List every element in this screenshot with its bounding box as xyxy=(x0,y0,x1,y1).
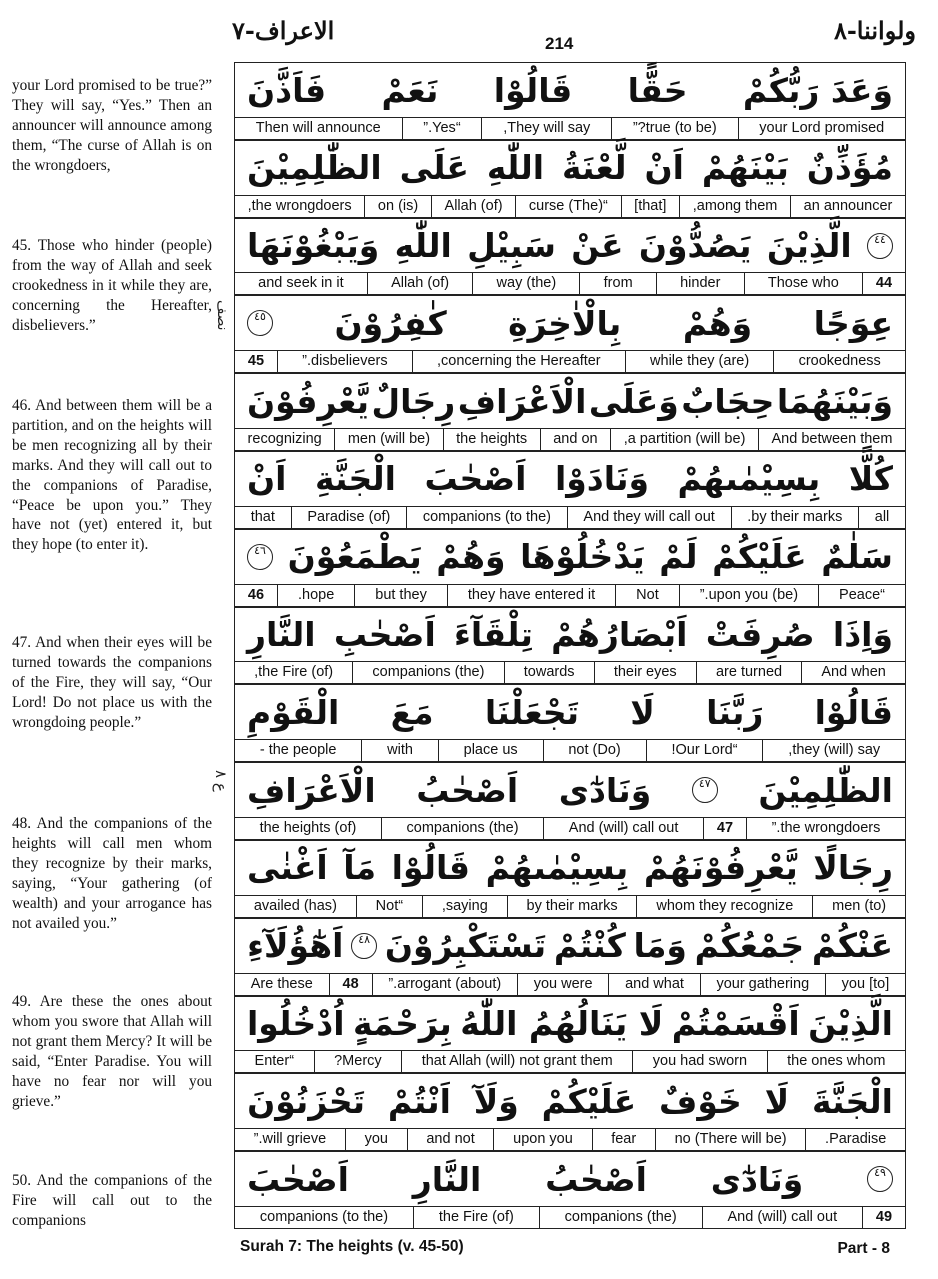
gloss-cell: the wrongdoers, xyxy=(247,197,352,214)
arabic-word: لَا xyxy=(630,692,655,732)
arabic-word: بِرَحْمَةٍ xyxy=(352,1004,452,1044)
arabic-word: وَنَادٰٓى xyxy=(558,770,652,810)
gloss-cell: (the) companions xyxy=(539,1207,702,1228)
gloss-cell: Mercy? xyxy=(314,1051,402,1072)
verse-row xyxy=(234,607,906,685)
gloss-cell: from xyxy=(579,273,655,294)
verse-row xyxy=(234,762,906,840)
arabic-word: تِلْقَآءَ xyxy=(454,615,533,655)
arabic-word: اَصْحٰبَ xyxy=(424,459,527,499)
arabic-word: اَصْحٰبَ xyxy=(247,1159,349,1199)
verse-row xyxy=(234,140,906,218)
gloss-cell: crookedness xyxy=(773,351,905,372)
gloss-cell: with xyxy=(361,740,438,761)
arabic-word: حَقًّا xyxy=(627,70,688,110)
gloss-cell: (has) availed xyxy=(253,897,337,914)
arabic-line xyxy=(235,841,905,895)
gloss-cell: (be) upon you.” xyxy=(679,585,818,606)
verse-number-mark: ٤٦ xyxy=(247,544,273,570)
arabic-word: وَيَبْغُوْنَهَا xyxy=(247,226,380,266)
arabic-line xyxy=(235,296,905,350)
arabic-word: كُلًّا xyxy=(848,459,893,499)
arabic-word: صُرِفَتْ xyxy=(705,615,815,655)
side-paragraph: 45. Those who hinder (people) from the way of Allah and seek crookedness in it while they are, concerning the Hereafter, disbelievers.” xyxy=(12,237,212,334)
arabic-word: يَّعْرِفُوْنَهُمْ xyxy=(643,848,798,888)
gloss-cell: are turned xyxy=(696,662,801,683)
arabic-word: يَّعْرِفُوْنَ xyxy=(247,381,370,421)
arabic-word: الْقَوْمِ xyxy=(247,692,340,732)
arabic-word: عَلَيْكُمْ xyxy=(541,1081,637,1121)
gloss-cell: And (will) call out xyxy=(702,1207,862,1228)
verse-row xyxy=(234,62,906,140)
arabic-word: اَصْحٰبِ xyxy=(333,615,436,655)
gloss-cell: (of) the heights xyxy=(259,819,357,836)
arabic-word: جَمْعُكُمْ xyxy=(694,926,805,966)
gloss-cell: (the) companions xyxy=(381,818,543,839)
english-gloss-line xyxy=(235,661,905,683)
verse-row xyxy=(234,451,906,529)
gloss-cell: (is) on xyxy=(364,196,431,217)
gloss-cell: Then will announce xyxy=(255,119,381,136)
gloss-cell: (to the) companions xyxy=(406,507,567,528)
verse-row xyxy=(234,1151,906,1229)
english-gloss-line xyxy=(235,272,905,294)
arabic-word: اَقْسَمْتُمْ xyxy=(671,1004,800,1044)
gloss-cell: among them, xyxy=(679,196,790,217)
gloss-cell: that xyxy=(250,508,275,525)
gloss-cell: (the) companions xyxy=(352,662,503,683)
gloss-cell: will grieve.” xyxy=(253,1131,327,1148)
gloss-cell: the ones whom xyxy=(767,1051,905,1072)
side-paragraph: 48. And the companions of the heights will call men whom they recognize by their marks, saying, “Your gathering (of wealth) and your arrogance has not availed you.” xyxy=(12,815,212,932)
verse-number-mark: ٤٩ xyxy=(867,1166,893,1192)
gloss-verse-number: 48 xyxy=(329,974,372,995)
arabic-word: مَعَ xyxy=(390,692,434,732)
arabic-word: وَعَلَى xyxy=(588,381,679,421)
arabic-word: وَاِذَا xyxy=(832,615,893,655)
arabic-word: وَهُمْ xyxy=(682,303,753,343)
english-gloss-line xyxy=(235,817,905,839)
arabic-line xyxy=(235,141,905,195)
gloss-cell: (There will be) no xyxy=(655,1129,805,1150)
gloss-cell: by their marks xyxy=(507,896,637,917)
arabic-word: وَنَادَوْا xyxy=(554,459,650,499)
verse-number-mark: ٤٥ xyxy=(247,310,273,336)
gloss-cell: And they will call out xyxy=(567,507,731,528)
gloss-cell: an announcer xyxy=(790,196,905,217)
side-paragraph: your Lord promised to be true?” They will say, “Yes.” Then an announcer will announce among them, “The curse of Allah is on the wrongdoers, xyxy=(12,77,212,174)
english-gloss-line xyxy=(235,117,905,139)
gloss-cell: the people - xyxy=(259,742,337,759)
gloss-cell: (of) Paradise xyxy=(291,507,406,528)
arabic-word: قَالُوْا xyxy=(493,70,573,110)
footer-surah-info: Surah 7: The heights (v. 45-50) xyxy=(240,1238,464,1255)
arabic-word: الَّذِيْنَ xyxy=(808,1004,893,1044)
arabic-word: رِجَالًا xyxy=(813,848,893,888)
gloss-cell: you had sworn xyxy=(632,1051,766,1072)
gloss-cell: towards xyxy=(504,662,594,683)
arabic-line xyxy=(235,374,905,428)
arabic-word: يَطْمَعُوْنَ xyxy=(287,537,422,577)
arabic-word: لَمْ xyxy=(659,537,698,577)
gloss-cell: and not xyxy=(407,1129,494,1150)
arabic-line xyxy=(235,919,905,973)
verse-row xyxy=(234,295,906,373)
arabic-line xyxy=(235,63,905,117)
english-gloss-line xyxy=(235,739,905,761)
arabic-word: يَصُدُّوْنَ xyxy=(638,226,752,266)
arabic-word: الْاَعْرَافِ xyxy=(457,381,587,421)
arabic-word: النَّارِ xyxy=(247,615,316,655)
header-surah-name: الاعراف-٧ xyxy=(232,16,335,45)
arabic-word: نَعَمْ xyxy=(381,70,439,110)
gloss-verse-number: 49 xyxy=(862,1207,905,1228)
arabic-line xyxy=(235,219,905,273)
gloss-cell: hope. xyxy=(277,585,354,606)
verse-number-mark: ٤٧ xyxy=(692,777,718,803)
english-gloss-line xyxy=(235,973,905,995)
arabic-line xyxy=(235,1074,905,1128)
gloss-cell: (of) Allah xyxy=(367,273,472,294)
margin-mark-ruku: ع ٨ xyxy=(212,770,230,792)
verse-row xyxy=(234,218,906,296)
arabic-line xyxy=(235,530,905,584)
english-gloss-line xyxy=(235,1206,905,1228)
english-gloss-line xyxy=(235,195,905,217)
arabic-word: اللّٰهِ xyxy=(394,226,452,266)
verse-row xyxy=(234,918,906,996)
gloss-cell: the wrongdoers.” xyxy=(746,818,905,839)
arabic-word: لَّعْنَةُ xyxy=(562,148,627,188)
arabic-line xyxy=(235,685,905,739)
gloss-cell: you xyxy=(345,1129,407,1150)
arabic-word: الظّٰلِمِيْنَ xyxy=(758,770,893,810)
gloss-cell: They will say, xyxy=(481,118,611,139)
arabic-word: الظّٰلِمِيْنَ xyxy=(247,148,382,188)
gloss-cell: “Not xyxy=(356,896,422,917)
margin-mark-half: نصف xyxy=(214,300,230,331)
english-gloss-line xyxy=(235,895,905,917)
arabic-word: يَدْخُلُوْهَا xyxy=(520,537,645,577)
arabic-word: اَصْحٰبُ xyxy=(416,770,519,810)
gloss-cell: place us xyxy=(438,740,543,761)
arabic-word: حِجَابٌ xyxy=(681,381,775,421)
gloss-cell: arrogant (about).” xyxy=(372,974,517,995)
verse-row xyxy=(234,373,906,451)
arabic-word: الْجَنَّةِ xyxy=(315,459,396,499)
arabic-word: قَالُوْا xyxy=(391,848,471,888)
gloss-verse-number: 46 xyxy=(247,586,265,603)
arabic-word: رَبَّنَا xyxy=(706,692,764,732)
arabic-word: وَلَآ xyxy=(473,1081,519,1121)
gloss-cell: (to the) companions xyxy=(259,1208,389,1225)
gloss-cell: but they xyxy=(354,585,447,606)
verse-row xyxy=(234,684,906,762)
page-header xyxy=(0,0,938,62)
arabic-word: وَعَدَ رَبُّكُمْ xyxy=(742,70,893,110)
arabic-word: عَلَيْكُمْ xyxy=(712,537,807,577)
verse-number-mark: ٤٨ xyxy=(351,933,377,959)
arabic-word: لَا xyxy=(764,1081,790,1121)
gloss-cell: (of) Allah xyxy=(431,196,515,217)
gloss-cell: the heights xyxy=(443,429,540,450)
gloss-cell: (the) way xyxy=(472,273,579,294)
arabic-word: عَنْكُمْ xyxy=(811,926,893,966)
arabic-word: تَجْعَلْنَا xyxy=(484,692,579,732)
arabic-word: اَنْ xyxy=(644,148,684,188)
arabic-word: وَهُمْ xyxy=(436,537,506,577)
gloss-cell: fear xyxy=(592,1129,655,1150)
arabic-word: اَنْ xyxy=(247,459,287,499)
verse-row xyxy=(234,996,906,1074)
gloss-cell: (to) men xyxy=(812,896,905,917)
gloss-cell: and seek in it xyxy=(258,275,344,292)
arabic-word: اَنْتُمْ xyxy=(387,1081,451,1121)
arabic-word: اَغْنٰى xyxy=(247,848,328,888)
gloss-cell: saying, xyxy=(422,896,507,917)
gloss-cell: they (will) say, xyxy=(762,740,905,761)
arabic-word: بِالْاٰخِرَةِ xyxy=(508,303,622,343)
arabic-word: سَلٰمٌ xyxy=(821,537,893,577)
gloss-cell: And between them xyxy=(758,429,905,450)
arabic-word: عَنْ xyxy=(571,226,624,266)
arabic-line xyxy=(235,608,905,662)
arabic-word: وَمَا xyxy=(633,926,687,966)
arabic-word: الْاَعْرَافِ xyxy=(247,770,376,810)
side-paragraph: 47. And when their eyes will be turned towards the companions of the Fire, they will say, “Our Lord! Do not place us with the wrongdoing people.” xyxy=(12,634,212,731)
header-juz-name: ولواننا-٨ xyxy=(833,16,916,45)
gloss-cell: Those who xyxy=(744,273,862,294)
gloss-cell: “Peace xyxy=(818,585,905,606)
gloss-cell: Paradise. xyxy=(805,1129,905,1150)
gloss-cell: (to be) true?” xyxy=(611,118,737,139)
gloss-cell: Not xyxy=(615,585,679,606)
footer-part: Part - 8 xyxy=(837,1240,890,1257)
gloss-cell: (will be) men xyxy=(334,429,442,450)
arabic-word: كُنْتُمْ xyxy=(553,926,626,966)
arabic-word: مَآ xyxy=(343,848,377,888)
arabic-word: تَسْتَكْبِرُوْنَ xyxy=(384,926,547,966)
arabic-word: الَّذِيْنَ xyxy=(766,226,852,266)
arabic-word: الْجَنَّةَ xyxy=(812,1081,893,1121)
english-gloss-line xyxy=(235,1128,905,1150)
side-paragraph: 50. And the companions of the Fire will call out to the companions xyxy=(12,1172,212,1229)
gloss-cell: disbelievers.” xyxy=(277,351,412,372)
gloss-cell: (Do) not xyxy=(543,740,646,761)
gloss-cell: (will be) a partition, xyxy=(610,429,758,450)
side-paragraph: 46. And between them will be a partition, and on the heights will be men recognizing all by their marks. And they will call out to the companions of Paradise, “Peace be upon you.” They have not (yet) entered it, but they hope (to enter it). xyxy=(12,397,212,554)
english-gloss-line xyxy=(235,506,905,528)
gloss-cell: recognizing xyxy=(247,430,322,447)
arabic-word: عَلَى xyxy=(399,148,469,188)
gloss-cell: hinder xyxy=(656,273,744,294)
gloss-cell: [to] you xyxy=(825,974,905,995)
gloss-cell: “Yes.” xyxy=(402,118,482,139)
gloss-cell: their eyes xyxy=(594,662,696,683)
english-gloss-line xyxy=(235,1050,905,1072)
verse-row xyxy=(234,1073,906,1151)
english-gloss-line xyxy=(235,428,905,450)
english-gloss-line xyxy=(235,584,905,606)
gloss-cell: and what xyxy=(608,974,699,995)
arabic-word: رِجَالٌ xyxy=(371,381,456,421)
arabic-word: قَالُوْا xyxy=(814,692,893,732)
arabic-word: مُؤَذِّنٌ xyxy=(806,148,893,188)
verse-number-mark: ٤٤ xyxy=(867,233,893,259)
gloss-cell: while they (are) xyxy=(625,351,774,372)
arabic-word: لَا يَنَالُهُمُ اللّٰهُ xyxy=(460,1004,664,1044)
arabic-line xyxy=(235,763,905,817)
word-by-word-grid xyxy=(234,62,906,1229)
gloss-cell: “Our Lord! xyxy=(646,740,763,761)
gloss-cell: whom they recognize xyxy=(636,896,812,917)
gloss-cell: your gathering xyxy=(700,974,825,995)
gloss-cell: you were xyxy=(517,974,608,995)
gloss-cell: “Enter xyxy=(254,1053,295,1070)
gloss-cell: [that] xyxy=(621,196,680,217)
gloss-cell: by their marks. xyxy=(731,507,859,528)
arabic-word: اللّٰهِ xyxy=(486,148,545,188)
verse-row xyxy=(234,529,906,607)
gloss-cell: And (will) call out xyxy=(543,818,703,839)
arabic-word: اَصْحٰبُ xyxy=(545,1159,647,1199)
gloss-verse-number: 44 xyxy=(862,273,905,294)
arabic-word: خَوْفٌ xyxy=(659,1081,742,1121)
arabic-line xyxy=(235,997,905,1051)
arabic-word: عِوَجًا xyxy=(813,303,893,343)
arabic-word: تَحْزَنُوْنَ xyxy=(247,1081,366,1121)
arabic-line xyxy=(235,1152,905,1206)
arabic-word: بِسِيْمٰىهُمْ xyxy=(485,848,629,888)
gloss-cell: (of) the Fire xyxy=(413,1207,539,1228)
gloss-cell: concerning the Hereafter, xyxy=(412,351,625,372)
arabic-word: النَّارِ xyxy=(412,1159,482,1199)
gloss-cell: that Allah (will) not grant them xyxy=(401,1051,632,1072)
gloss-cell: they have entered it xyxy=(447,585,615,606)
gloss-cell: Are these xyxy=(250,975,313,992)
arabic-word: كٰفِرُوْنَ xyxy=(334,303,447,343)
english-gloss-line xyxy=(235,350,905,372)
gloss-verse-number: 45 xyxy=(247,353,265,370)
gloss-cell: all xyxy=(858,507,905,528)
arabic-word: بِسِيْمٰىهُمْ xyxy=(677,459,821,499)
gloss-cell: your Lord promised xyxy=(738,118,906,139)
arabic-word: وَبَيْنَهُمَا xyxy=(776,381,893,421)
gloss-cell: “(The) curse xyxy=(515,196,620,217)
gloss-cell: And when xyxy=(801,662,905,683)
arabic-word: سَبِيْلِ xyxy=(467,226,556,266)
gloss-verse-number: 47 xyxy=(703,818,746,839)
arabic-word: بَيْنَهُمْ xyxy=(701,148,789,188)
arabic-word: اَبْصَارُهُمْ xyxy=(551,615,688,655)
gloss-cell: and on xyxy=(540,429,610,450)
arabic-line xyxy=(235,452,905,506)
verse-row xyxy=(234,840,906,918)
gloss-cell: (of) the Fire, xyxy=(254,664,334,681)
arabic-word: فَاَذَّنَ xyxy=(247,70,327,110)
arabic-word: وَنَادٰٓى xyxy=(710,1159,804,1199)
gloss-cell: upon you xyxy=(493,1129,591,1150)
arabic-word: اُدْخُلُوا xyxy=(247,1004,345,1044)
page-number: 214 xyxy=(545,34,574,53)
arabic-word: اَهٰٓؤُلَآءِ xyxy=(247,926,344,966)
side-paragraph: 49. Are these the ones about whom you swore that Allah will not grant them Mercy? It will be said, “Enter Paradise. You will have no fear nor will you grieve.” xyxy=(12,993,212,1110)
